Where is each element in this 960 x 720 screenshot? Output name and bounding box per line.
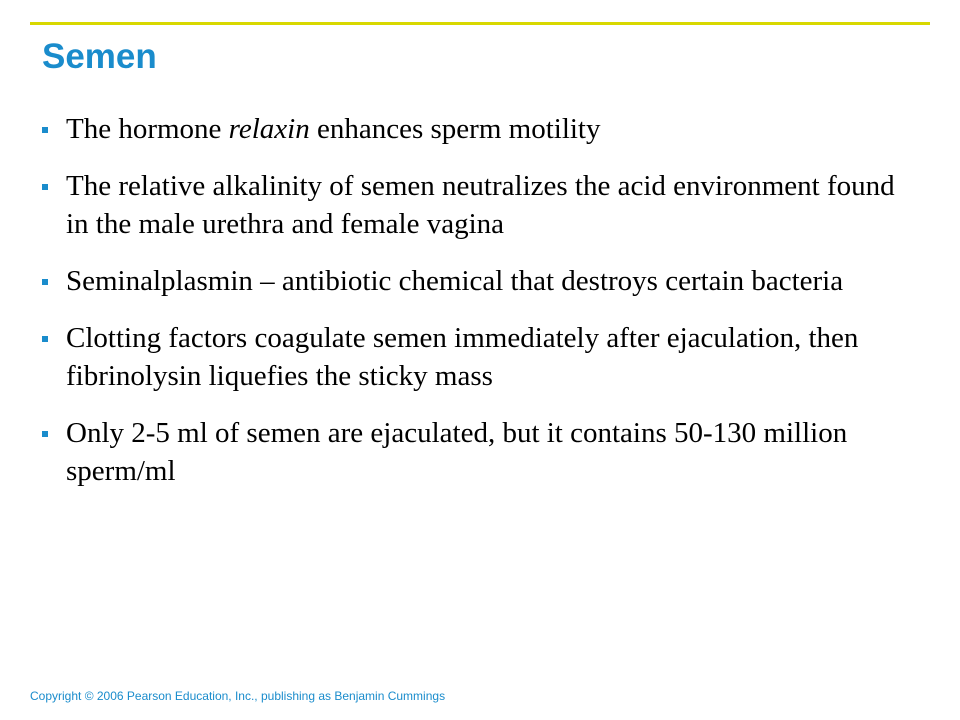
bullet-text: The hormone [66,113,229,145]
bullet-list [42,110,922,509]
bullet-italic-text: relaxin [228,113,310,145]
copyright-footer: Copyright © 2006 Pearson Education, Inc., publishing as Benjamin Cummings [30,689,446,703]
square-bullet-icon [42,336,48,342]
bullet-item [42,319,922,395]
bullet-text: enhances sperm motility [309,113,601,145]
square-bullet-icon [42,127,48,133]
bullet-item [42,262,922,300]
bullet-item [42,110,922,148]
bullet-item [42,414,922,490]
square-bullet-icon [42,184,48,190]
bullet-item [42,167,922,243]
bullet-text: The relative alkalinity of semen neutralizes the acid environment found in the male urethra and female vagina [66,170,895,240]
bullet-text: Seminalplasmin – antibiotic chemical that destroys certain bacteria [66,265,844,297]
top-rule [30,22,930,25]
bullet-text: Only 2-5 ml of semen are ejaculated, but it contains 50-130 million sperm/ml [66,417,848,487]
square-bullet-icon [42,279,48,285]
square-bullet-icon [42,431,48,437]
slide-title: Semen [42,37,157,76]
bullet-text: Clotting factors coagulate semen immediately after ejaculation, then fibrinolysin liquefies the sticky mass [66,322,859,392]
